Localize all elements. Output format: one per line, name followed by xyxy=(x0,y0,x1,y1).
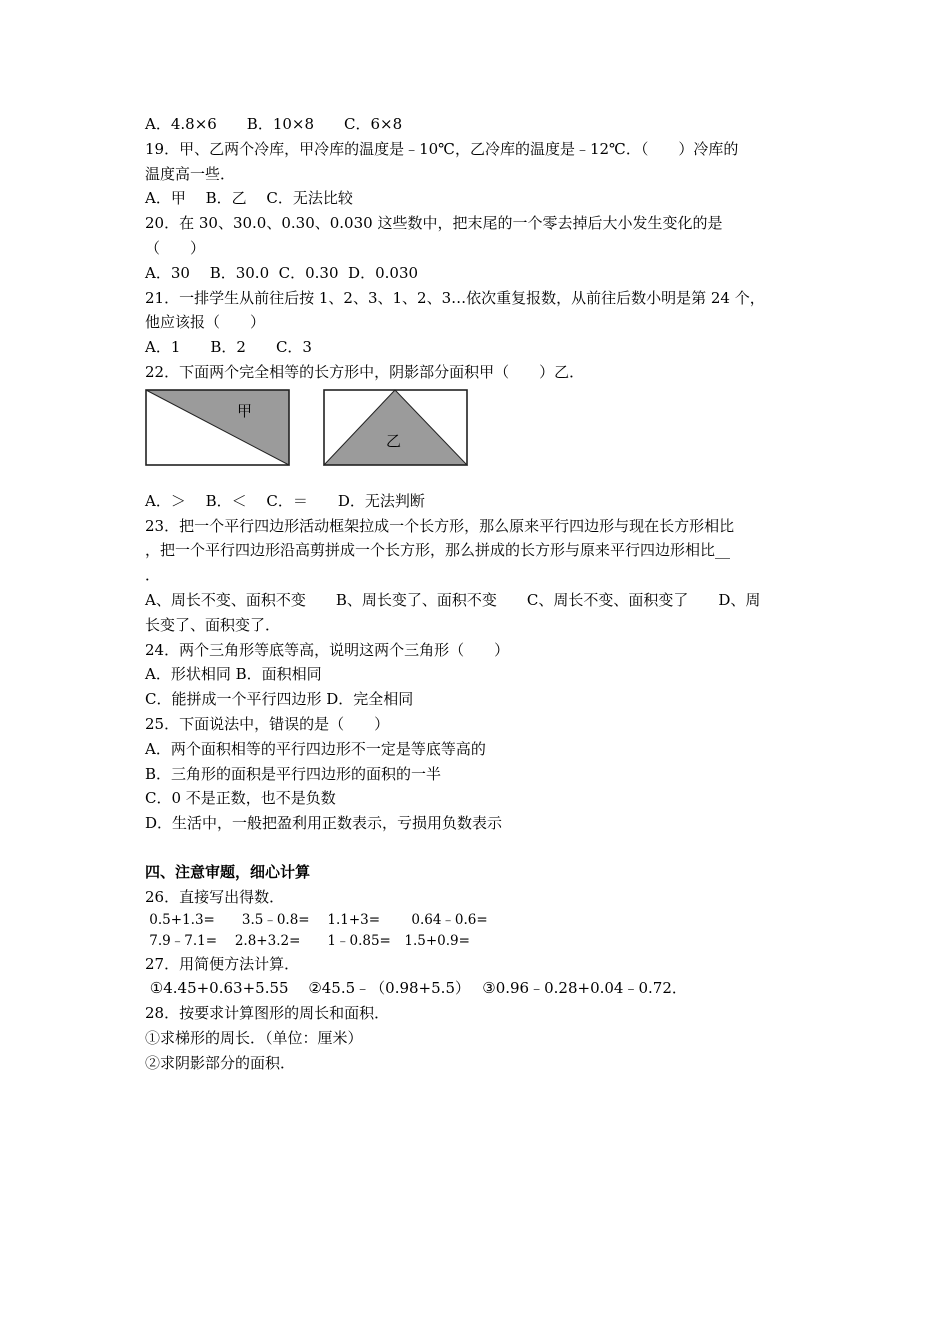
q25-option-c: C．0 不是正数，也不是负数 xyxy=(145,789,336,808)
q25-text: 25．下面说法中，错误的是（ ） xyxy=(145,714,390,733)
q23-options-line2: 长变了、面积变了． xyxy=(145,615,281,634)
q28-text: 28．按要求计算图形的周长和面积． xyxy=(145,1004,390,1023)
q26-text: 26．直接写出得数． xyxy=(145,887,285,906)
q21-text-line1: 21．一排学生从前往后按 1、2、3、1、2、3…依次重复报数，从前往后数小明是第 24 个， xyxy=(145,288,765,307)
q20-text-line2: （ ） xyxy=(145,238,206,257)
q25-option-b: B．三角形的面积是平行四边形的面积的一半 xyxy=(145,764,442,783)
q19-text-line2: 温度高一些． xyxy=(145,164,236,183)
q26-calc-row1: 0.5+1.3= 3.5﹣0.8= 1.1+3= 0.64﹣0.6= xyxy=(145,911,488,928)
q23-text-line1: 23．把一个平行四边形活动框架拉成一个长方形，那么原来平行四边形与现在长方形相比 xyxy=(145,516,735,535)
q25-option-d: D．生活中，一般把盈利用正数表示，亏损用负数表示 xyxy=(145,814,503,833)
q22-options: A．＞ B．＜ C．＝ D．无法判断 xyxy=(145,491,425,510)
worksheet-page xyxy=(145,112,810,1076)
q21-text-line2: 他应该报（ ） xyxy=(145,313,266,332)
q20-text-line1: 20．在 30、30.0、0.30、0.030 这些数中，把末尾的一个零去掉后大小发生变化的是 xyxy=(145,214,723,233)
q22-figures xyxy=(145,389,810,489)
q23-text-line2: ，把一个平行四边形沿高剪拼成一个长方形，那么拼成的长方形与原来平行四边形相比__ xyxy=(145,541,731,560)
q20-options: A．30 B．30.0 C．0.30 D．0.030 xyxy=(145,263,419,282)
rectangle-figure-yi xyxy=(323,389,469,467)
q22-text: 22．下面两个完全相等的长方形中，阴影部分面积甲（ ）乙． xyxy=(145,362,585,381)
q24-options-line1: A．形状相同 B．面积相同 xyxy=(145,665,322,684)
q26-calc-row2: 7.9﹣7.1= 2.8+3.2= 1﹣0.85= 1.5+0.9= xyxy=(145,932,470,949)
q27-text: 27．用简便方法计算． xyxy=(145,954,300,973)
q19-text-line1: 19．甲、乙两个冷库，甲冷库的温度是﹣10℃，乙冷库的温度是﹣12℃．（ ）冷库的 xyxy=(145,139,739,158)
q23-text-line3: ． xyxy=(145,566,161,585)
label-yi: 乙 xyxy=(386,431,402,450)
q25-option-a: A．两个面积相等的平行四边形不一定是等底等高的 xyxy=(145,739,486,758)
q24-text: 24．两个三角形等底等高，说明这两个三角形（ ） xyxy=(145,640,510,659)
q27-items: ①4.45+0.63+5.55 ②45.5﹣（0.98+5.5） ③0.96﹣0.28+0.04﹣0.72． xyxy=(145,979,687,998)
q28-part-b: ②求阴影部分的面积． xyxy=(145,1053,296,1072)
rectangle-figure-jia xyxy=(145,389,291,467)
section-4-heading: 四、注意审题，细心计算 xyxy=(145,862,311,881)
q28-part-a: ①求梯形的周长．（单位：厘米） xyxy=(145,1028,363,1047)
shaded-triangle-jia xyxy=(146,390,289,465)
q18-options: A．4.8×6 B．10×8 C．6×8 xyxy=(145,115,403,133)
label-jia: 甲 xyxy=(237,401,253,420)
shaded-triangle-yi xyxy=(324,390,467,465)
q19-options: A．甲 B．乙 C．无法比较 xyxy=(145,189,353,208)
q21-options: A．1 B．2 C．3 xyxy=(145,338,312,357)
q24-options-line2: C．能拼成一个平行四边形 D．完全相同 xyxy=(145,690,414,709)
q23-options-line1: A、周长不变、面积不变 B、周长变了、面积不变 C、周长不变、面积变了 D、周 xyxy=(145,590,761,609)
